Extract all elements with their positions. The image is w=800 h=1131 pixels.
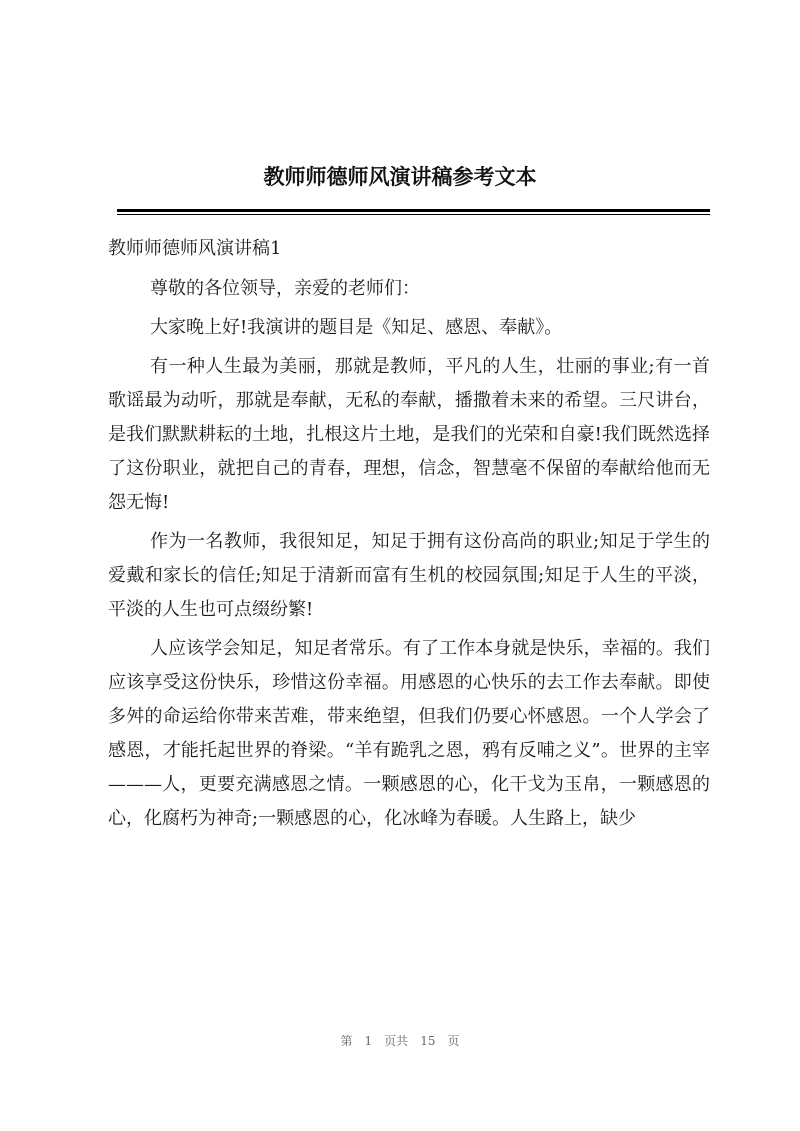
page-footer (0, 1032, 800, 1049)
footer-total-pages: 15 (420, 1034, 436, 1048)
footer-current-page: 1 (364, 1034, 373, 1048)
footer-prefix: 第 (340, 1034, 353, 1048)
title-rule-thick (117, 209, 710, 212)
footer-suffix: 页 (447, 1034, 460, 1048)
paragraph: 有一种人生最为美丽，那就是教师，平凡的人生，壮丽的事业;有一首歌谣最为动听，那就是奉献，无私的奉献，播撒着未来的希望。三尺讲台，是我们默默耕耘的土地，扎根这片土地，是我们的光荣和自豪!我们既然选择了这份职业，就把自己的青春，理想，信念，智慧毫不保留的奉献给他而无怨无悔! (108, 356, 710, 513)
paragraph-greeting: 尊敬的各位领导，亲爱的老师们： (150, 278, 420, 299)
document-title: 教师师德师风演讲稿参考文本 (263, 165, 537, 189)
title-rule-thin (117, 214, 710, 215)
footer-middle: 页共 (384, 1034, 409, 1048)
paragraph: 人应该学会知足，知足者常乐。有了工作本身就是快乐，幸福的。我们应该享受这份快乐，珍惜这份幸福。用感恩的心快乐的去工作去奉献。即使多舛的命运给你带来苦难，带来绝望，但我们仍要心怀感恩。一个人学会了感恩，才能托起世界的脊梁。“羊有跪乳之恩，鸦有反哺之义”。世界的主宰———人，更要充满感恩之情。一颗感恩的心，化干戈为玉帛，一颗感恩的心，化腐朽为神奇;一颗感恩的心，化冰峰为春暖。人生路上，缺少 (108, 638, 710, 829)
document-body (108, 272, 710, 841)
paragraph: 作为一名教师，我很知足，知足于拥有这份高尚的职业;知足于学生的爱戴和家长的信任;知足于清新而富有生机的校园氛围;知足于人生的平淡，平淡的人生也可点缀纷繁! (108, 531, 710, 620)
speech-heading: 教师师德师风演讲稿1 (108, 238, 282, 259)
paragraph-topic: 大家晚上好!我演讲的题目是《知足、感恩、奉献》。 (150, 317, 563, 338)
